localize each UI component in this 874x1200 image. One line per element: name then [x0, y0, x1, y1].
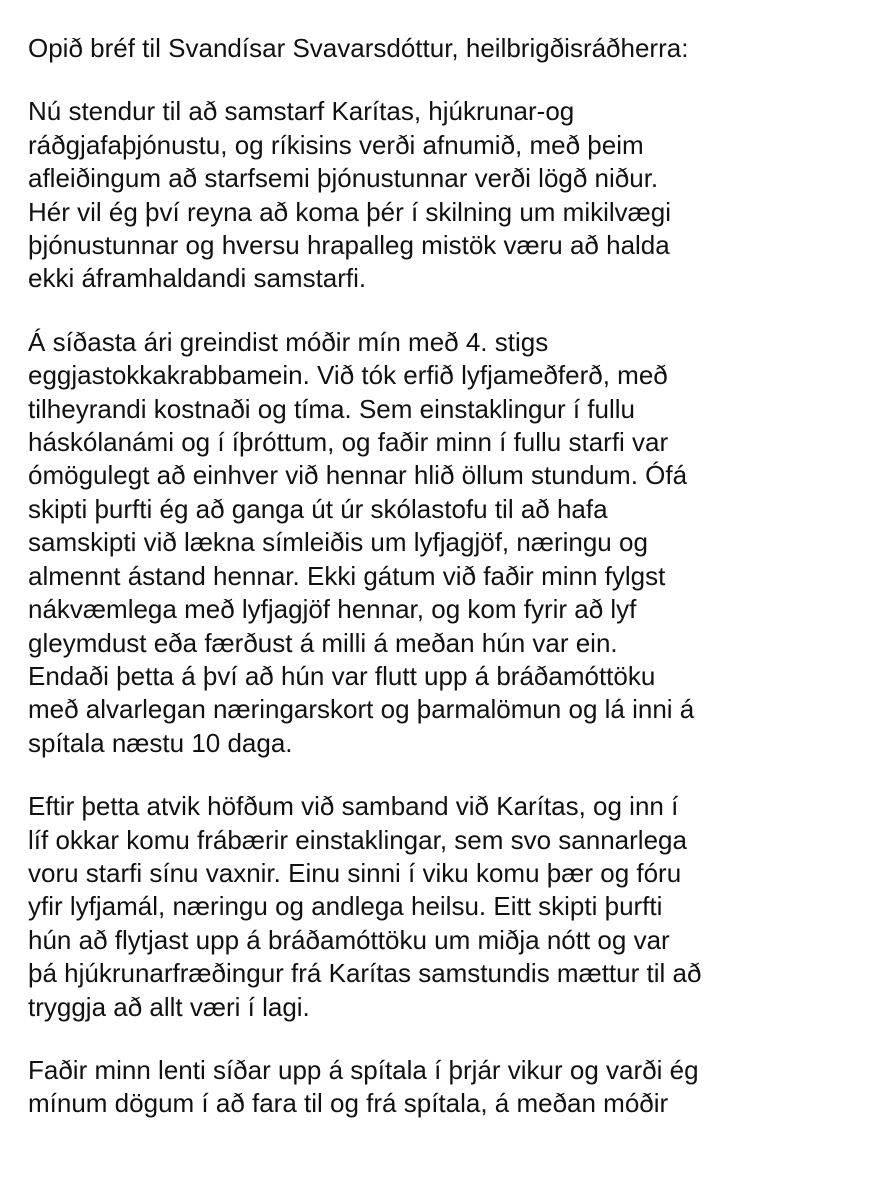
- letter-paragraph-3: Eftir þetta atvik höfðum við samband við Karítas, og inn í líf okkar komu frábærir einstaklingar, sem svo sannarlega voru starfi sínu vaxnir. Einu sinni í viku komu þær og fóru yfir lyfjamál, næringu og andlega heilsu. Eitt skipti þurfti hún að flytjast upp á bráðamóttöku um miðja nótt og var þá hjúkrunarfræðingur frá Karítas samstundis mættur til að tryggja að allt væri í lagi.: [28, 791, 702, 1022]
- letter-document: [28, 32, 858, 1151]
- letter-paragraph-4: Faðir minn lenti síðar upp á spítala í þrjár vikur og varði ég mínum dögum í að fara til og frá spítala, á meðan móðir: [28, 1054, 699, 1119]
- letter-greeting: Opið bréf til Svandísar Svavarsdóttur, heilbrigðisráðherra:: [28, 33, 689, 63]
- letter-paragraph-2: Á síðasta ári greindist móðir mín með 4. stigs eggjastokkakrabbamein. Við tók erfið lyfjameðferð, með tilheyrandi kostnaði og tíma. Sem einstaklingur í fullu háskólanámi og í íþróttum, og faðir minn í fullu starfi var ómögulegt að einhver við hennar hlið öllum stundum. Ófá skipti þurfti ég að ganga út úr skólastofu til að hafa samskipti við lækna símleiðis um lyfjagjöf, næringu og almennt ástand hennar. Ekki gátum við faðir minn fylgst nákvæmlega með lyfjagjöf hennar, og kom fyrir að lyf gleymdust eða færðust á milli á meðan hún var ein. Endaði þetta á því að hún var flutt upp á bráðamóttöku með alvarlegan næringarskort og þarmalömun og lá inni á spítala næstu 10 daga.: [28, 326, 695, 758]
- letter-paragraph-1: Nú stendur til að samstarf Karítas, hjúkrunar-og ráðgjafaþjónustu, og ríkisins verði afnumið, með þeim afleiðingum að starfsemi þjónustunnar verði lögð niður. Hér vil ég því reyna að koma þér í skilning um mikilvægi þjónustunnar og hversu hrapalleg mistök væru að halda ekki áframhaldandi samstarfi.: [28, 96, 672, 294]
